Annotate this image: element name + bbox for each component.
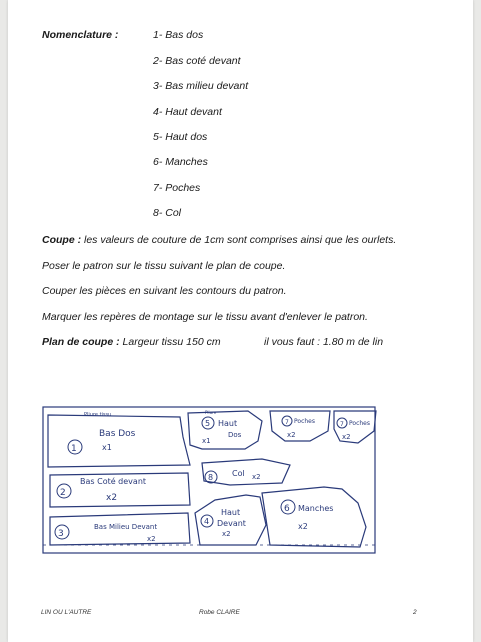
piece-6-number: 6 — [284, 504, 290, 514]
nomenclature-item: 1- Bas dos — [153, 29, 204, 41]
piece-5-note: Pliure — [205, 410, 217, 415]
piece-4-label1: Haut — [221, 508, 241, 517]
plan-line — [42, 336, 221, 348]
nomenclature-item: 3- Bas milieu devant — [153, 80, 249, 92]
piece-5-label2: Dos — [228, 431, 242, 439]
piece-1-label: Bas Dos — [99, 429, 136, 439]
nomenclature-item: 7- Poches — [153, 182, 201, 194]
piece-5-qty: x1 — [202, 437, 211, 445]
piece-4-label2: Devant — [217, 519, 246, 528]
piece-7b-qty: x2 — [342, 433, 351, 441]
piece-1-note: Pliure tissu — [84, 412, 112, 418]
piece-7b-label: Poches — [349, 420, 370, 427]
piece-8-number: 8 — [208, 473, 214, 482]
nomenclature-item: 4- Haut devant — [153, 106, 222, 118]
piece-5-label1: Haut — [218, 419, 238, 428]
instruction-line: Poser le patron sur le tissu suivant le plan de coupe. — [42, 260, 286, 272]
footer-page-number: 2 — [413, 609, 417, 616]
nomenclature-item: 8- Col — [153, 207, 182, 219]
piece-6-label: Manches — [298, 504, 334, 513]
coupe-label: Coupe : — [42, 234, 82, 246]
piece-3-number: 3 — [58, 529, 64, 539]
piece-7b-number: 7 — [340, 421, 344, 428]
piece-1-number: 1 — [71, 444, 77, 454]
piece-5-haut-dos — [188, 411, 262, 449]
coupe-text: les valeurs de couture de 1cm sont comprises ainsi que les ourlets. — [84, 234, 397, 246]
instruction-line: Couper les pièces en suivant les contours du patron. — [42, 285, 287, 297]
plan-width: Largeur tissu 150 cm — [122, 336, 221, 348]
nomenclature-item: 2- Bas coté devant — [153, 55, 241, 67]
piece-3-qty: x2 — [147, 535, 156, 543]
plan-label: Plan de coupe : — [42, 336, 120, 348]
piece-2-qty: x2 — [106, 493, 118, 503]
nomenclature-item: 5- Haut dos — [153, 131, 208, 143]
piece-7a-number: 7 — [285, 419, 289, 426]
piece-7-poche-a — [270, 411, 330, 441]
footer-brand: LIN OU L'AUTRE — [41, 609, 92, 616]
cutting-layout-diagram — [40, 405, 380, 557]
nomenclature-item: 6- Manches — [153, 156, 208, 168]
piece-3-label: Bas Milieu Devant — [94, 523, 158, 531]
footer-title: Robe CLAIRE — [199, 609, 240, 616]
piece-2-label: Bas Coté devant — [80, 477, 147, 486]
piece-6-manches — [262, 487, 366, 547]
plan-amount: il vous faut : 1.80 m de lin — [264, 336, 384, 348]
piece-4-qty: x2 — [222, 530, 231, 538]
piece-4-number: 4 — [204, 517, 210, 526]
piece-8-label: Col — [232, 469, 245, 478]
piece-5-number: 5 — [205, 419, 211, 428]
piece-7a-qty: x2 — [287, 431, 296, 439]
piece-6-qty: x2 — [298, 522, 308, 531]
piece-1-bas-dos — [48, 415, 190, 467]
piece-7a-label: Poches — [294, 418, 315, 425]
nomenclature-label: Nomenclature : — [42, 29, 119, 41]
piece-1-qty: x1 — [102, 443, 112, 452]
document-page — [8, 0, 473, 642]
piece-2-number: 2 — [60, 488, 66, 498]
instruction-line: Marquer les repères de montage sur le tissu avant d'enlever le patron. — [42, 311, 368, 323]
piece-8-qty: x2 — [252, 473, 261, 481]
coupe-line — [42, 234, 396, 246]
